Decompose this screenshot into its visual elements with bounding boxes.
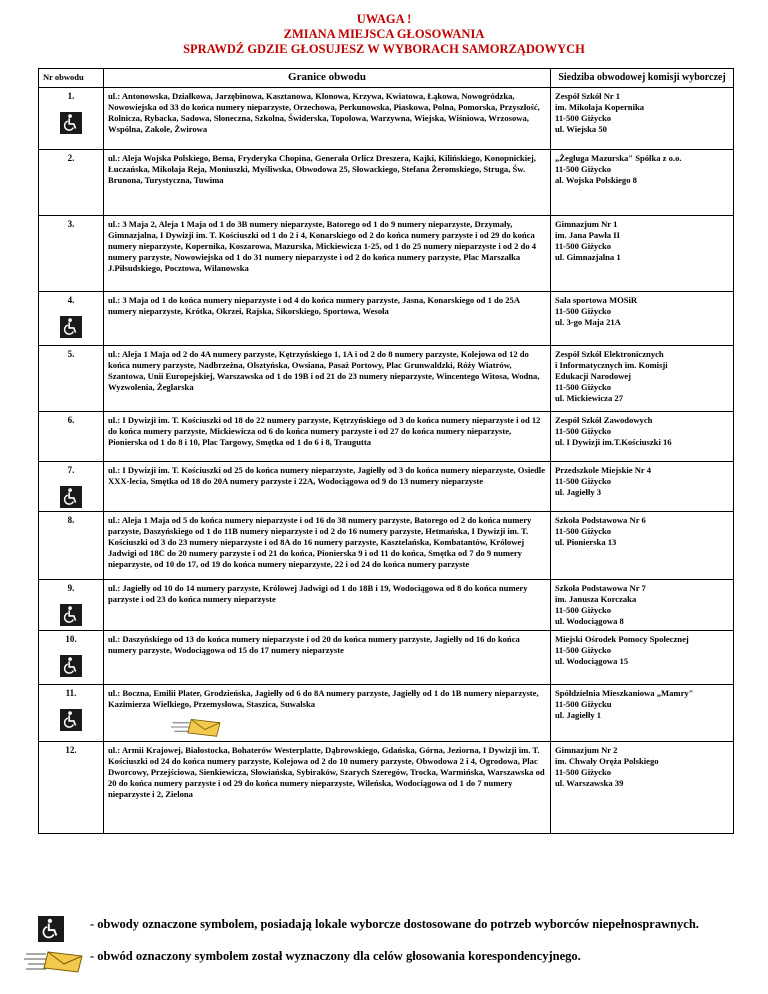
row-siedziba <box>551 88 734 150</box>
row-granice-text: ul.: Jagiełły od 10 do 14 numery parzyste, Królowej Jadwigi od 1 do 18B i 19, Wodociągowa od 8 do końca numery parzyste i od 23 do końca numery nieparzyste <box>108 583 528 604</box>
row-nr-text: 9. <box>67 583 75 593</box>
envelope-icon <box>24 948 88 974</box>
row-granice <box>104 580 551 631</box>
row-granice-text: ul.: I Dywizji im. T. Kościuszki od 25 do końca numery nieparzyste, Jagiełły od 3 do końca numery nieparzyste, Osiedle XXX-lecia, Smętka od 18 do 20A numery parzyste i 22A, Wodociągowa od 9 do 13 numery nieparzyste <box>108 465 546 486</box>
header-title: ZMIANA MIEJSCA GŁOSOWANIA <box>283 27 485 41</box>
siedziba-line: 11-500 Giżycko <box>555 645 612 655</box>
row-granice-text: ul.: 3 Maja 2, Aleja 1 Maja od 1 do 3B numery nieparzyste, Batorego od 1 do 9 numery nieparzyste, Drzymały, Gimnazjalna, I Dywizji im. T. Kościuszki od 1 do 2 i 4, Konarskiego od 2 do końca numery parzyste i od 29 do końca numery nieparzyste, Kopernika, Koszarowa, Mazurska, Mickiewicza 1-25, od 1 do 25 numery nieparzyste i od 2 do 4 numery parzyste, Nowowiejska od 1 do 31 numery nieparzyste i od 2 do końca numery parzyste, Plac Marszałka J.Piłsudskiego, Pocztowa, Wilanowska <box>108 219 537 273</box>
row-granice-text: ul.: Antonowska, Działkowa, Jarzębinowa, Kasztanowa, Klonowa, Krzywa, Kwiatowa, Łąkowa, Nowogródzka, Nowowiejska od 33 do końca numery nieparzyste, Orzechowa, Perkunowska, Piaskowa, Polna, Pomorska, Przyszłość, Rolnicza, Rybacka, Sadowa, Słoneczna, Szkolna, Świderska, Topolowa, Warzywna, Wiejska, Wiśniowa, Wrzosowa, Wspólna, Zakole, Żwirowa <box>108 91 540 134</box>
row-siedziba <box>551 216 734 292</box>
row-nr <box>39 292 104 346</box>
siedziba-line: 11-500 Giżycko <box>555 241 612 251</box>
table-row <box>39 346 734 412</box>
row-siedziba <box>551 685 734 742</box>
siedziba-line: 11-500 Giżycku <box>555 699 612 709</box>
row-nr <box>39 412 104 462</box>
siedziba-line: im. Mikołaja Kopernika <box>555 102 645 112</box>
siedziba-line: Szkoła Podstawowa Nr 6 <box>555 515 646 525</box>
row-siedziba <box>551 512 734 580</box>
siedziba-line: 11-500 Giżycko <box>555 164 612 174</box>
siedziba-line: im. Jana Pawła II <box>555 230 620 240</box>
siedziba-line: im. Janusza Korczaka <box>555 594 637 604</box>
table-row <box>39 512 734 580</box>
siedziba-line: Gimnazjum Nr 2 <box>555 745 618 755</box>
siedziba-line: ul. Warszawska 39 <box>555 778 624 788</box>
row-nr <box>39 742 104 834</box>
legend-postal: - obwód oznaczony symbolem został wyznaczony dla celów głosowania korespondencyjnego. <box>90 949 581 963</box>
table-row <box>39 216 734 292</box>
siedziba-line: ul. Pionierska 13 <box>555 537 617 547</box>
siedziba-line: im. Chwały Oręża Polskiego <box>555 756 659 766</box>
siedziba-line: Szkoła Podstawowa Nr 7 <box>555 583 646 593</box>
row-granice <box>104 742 551 834</box>
table-row <box>39 412 734 462</box>
siedziba-line: Przedszkole Miejskie Nr 4 <box>555 465 652 475</box>
header-warning: UWAGA ! <box>356 12 412 26</box>
row-granice-text: ul.: I Dywizji im. T. Kościuszki od 18 do 22 numery parzyste, Kętrzyńskiego od 3 do końca numery nieparzyste i od 12 do końca numery parzyste, Mickiewicza od 6 do końca numery parzyste i od 27 do końca numery nieparzyste, Pionierska od 1 do 8 i 10, Plac Targowy, Smętka od 1 do 6 i 8, Traugutta <box>108 415 541 447</box>
header-granice: Granice obwodu <box>104 69 551 88</box>
siedziba-line: ul. Mickiewicza 27 <box>555 393 624 403</box>
row-nr-text: 2. <box>67 153 75 163</box>
table-row <box>39 580 734 631</box>
row-granice-text: ul.: Aleja Wojska Polskiego, Bema, Fryderyka Chopina, Generała Orlicz Dreszera, Kajki, Kilińskiego, Konopnickiej, Łuczańska, Mikołaja Reja, Moniuszki, Myśliwska, Obwodowa 25, Słowackiego, Stefana Żeromskiego, Struga, Św. Brunona, Turystyczna, Tuwima <box>108 153 536 185</box>
wheelchair-icon <box>60 709 82 731</box>
row-granice-text: ul.: Aleja 1 Maja od 2 do 4A numery parzyste, Kętrzyńskiego 1, 1A i od 2 do 8 numery parzyste, Kolejowa od 12 do końca numery parzyste, Nadbrzeżna, Olsztyńska, Owsiana, Pasaż Portowy, Plac Grunwaldzki, Róży Wiatrów, Szantowa, Unii Europejskiej, Warszawska od 1 do 19B i od 21 do 23 numery nieparzyste, Wincentego Witosa, Wodna, Wyzwolenia, Żeglarska <box>108 349 540 392</box>
row-nr-text: 12. <box>65 745 77 755</box>
row-siedziba <box>551 580 734 631</box>
row-nr <box>39 150 104 216</box>
siedziba-line: Miejski Ośrodek Pomocy Społecznej <box>555 634 689 644</box>
table-row <box>39 631 734 685</box>
siedziba-line: 11-500 Giżycko <box>555 476 612 486</box>
row-nr-text: 7. <box>67 465 75 475</box>
row-siedziba <box>551 462 734 512</box>
page-header <box>0 12 768 57</box>
table-row <box>39 292 734 346</box>
table-row <box>39 150 734 216</box>
row-nr <box>39 631 104 685</box>
siedziba-line: ul. Wodociągowa 15 <box>555 656 629 666</box>
row-nr-text: 3. <box>67 219 75 229</box>
siedziba-line: ul. Jagiełły 3 <box>555 487 602 497</box>
districts-table <box>38 68 734 834</box>
row-siedziba <box>551 150 734 216</box>
siedziba-line: ul. Gimnazjalna 1 <box>555 252 621 262</box>
wheelchair-icon <box>60 112 82 134</box>
row-nr-text: 10. <box>65 634 77 644</box>
wheelchair-icon <box>60 655 82 677</box>
siedziba-line: 11-500 Giżycko <box>555 306 612 316</box>
wheelchair-icon <box>38 916 64 942</box>
wheelchair-icon <box>60 604 82 626</box>
siedziba-line: 11-500 Giżycko <box>555 605 612 615</box>
row-granice-text: ul.: Aleja 1 Maja od 5 do końca numery nieparzyste i od 16 do 38 numery parzyste, Batorego od 2 do końca numery parzyste, Daszyńskiego od 1 do 11B numery nieparzyste i od 2 do 16 numery parzyste, Hetmańska, I Dywizji im. T. Kościuszki od 3 do 23 numery nieparzyste i od 8A do 16 numery parzyste, Kasztelańska, Kombatantów, Królowej Jadwigi od 18C do 20 numery parzyste i od 21 do końca, Pionierska 9 i od 11 do końca, Smętka od 7 do 9 numery nieparzyste, od 10 do 17, od 19 do końca numery nieparzyste, 22 i od 24 do końca numery parzyste <box>108 515 532 569</box>
row-nr <box>39 580 104 631</box>
siedziba-line: 11-500 Giżycko <box>555 767 612 777</box>
envelope-icon <box>168 716 228 738</box>
row-granice-text: ul.: 3 Maja od 1 do końca numery nieparzyste i od 4 do końca numery parzyste, Jasna, Konarskiego od 1 do 25A numery nieparzyste, Krótka, Okrzei, Rajska, Sikorskiego, Sportowa, Wesoła <box>108 295 520 316</box>
row-granice-text: ul.: Armii Krajowej, Białostocka, Bohaterów Westerplatte, Dąbrowskiego, Gdańska, Górna, Jeziorna, I Dywizji im. T. Kościuszki od 24 do końca numery parzyste, Kolejowa od 2 do 10 numery parzyste, Obwodowa 2 i 4, Ogrodowa, Plac Dworcowy, Przejściowa, Sienkiewicza, Słowiańska, Sybiraków, Szarych Szeregów, Trocka, Warmińska, Warszawska od 20 do końca numery parzyste i od 29 do końca numery nieparzyste, Wileńska, Wodociągowa od 1 do 7 numery nieparzyste i 2, Zielona <box>108 745 545 799</box>
row-nr-text: 11. <box>65 688 77 698</box>
table-row <box>39 685 734 742</box>
row-nr <box>39 346 104 412</box>
row-nr-text: 1. <box>67 91 75 101</box>
row-granice-text: ul.: Daszyńskiego od 13 do końca numery nieparzyste i od 20 do końca numery parzyste, Jagiełły od 16 do końca numery parzyste, Wodociągowa od 15 do 17 numery nieparzyste <box>108 634 520 655</box>
table-row <box>39 742 734 834</box>
row-nr <box>39 512 104 580</box>
table-row <box>39 88 734 150</box>
row-granice <box>104 512 551 580</box>
row-siedziba <box>551 742 734 834</box>
row-granice <box>104 88 551 150</box>
siedziba-line: Spółdzielnia Mieszkaniowa „Mamry" <box>555 688 694 698</box>
header-siedziba: Siedziba obwodowej komisji wyborczej <box>551 69 734 88</box>
siedziba-line: ul. 3-go Maja 21A <box>555 317 621 327</box>
row-nr <box>39 462 104 512</box>
row-granice <box>104 412 551 462</box>
row-granice <box>104 216 551 292</box>
siedziba-line: Zespół Szkół Nr 1 <box>555 91 621 101</box>
row-nr-text: 4. <box>67 295 75 305</box>
row-granice <box>104 346 551 412</box>
row-nr <box>39 216 104 292</box>
siedziba-line: ul. Wodociągowa 8 <box>555 616 624 626</box>
siedziba-line: ul. Jagiełły 1 <box>555 710 602 720</box>
header-subtitle: SPRAWDŹ GDZIE GŁOSUJESZ W WYBORACH SAMORZĄDOWYCH <box>183 42 585 56</box>
siedziba-line: „Żegluga Mazurska" Spółka z o.o. <box>555 153 682 163</box>
row-nr-text: 5. <box>67 349 75 359</box>
wheelchair-icon <box>60 316 82 338</box>
row-granice-text: ul.: Boczna, Emilii Plater, Grodzieńska, Jagiełły od 6 do 8A numery parzyste, Jagiełły od 1 do 1B numery nieparzyste, Kazimierza Wielkiego, Przemysłowa, Staszica, Suwalska <box>108 688 539 709</box>
siedziba-line: i Informatycznych im. Komisji <box>555 360 668 370</box>
row-granice <box>104 631 551 685</box>
siedziba-line: 11-500 Giżycko <box>555 382 612 392</box>
siedziba-line: 11-500 Giżycko <box>555 526 612 536</box>
siedziba-line: al. Wojska Polskiego 8 <box>555 175 637 185</box>
row-siedziba <box>551 631 734 685</box>
siedziba-line: Sala sportowa MOSiR <box>555 295 638 305</box>
header-nr: Nr obwodu <box>39 69 104 88</box>
siedziba-line: Zespół Szkół Zawodowych <box>555 415 653 425</box>
siedziba-line: 11-500 Giżycko <box>555 113 612 123</box>
row-siedziba <box>551 412 734 462</box>
row-nr <box>39 88 104 150</box>
siedziba-line: Gimnazjum Nr 1 <box>555 219 618 229</box>
table-header-row <box>39 69 734 88</box>
legend-accessible: - obwody oznaczone symbolem, posiadają lokale wyborcze dostosowane do potrzeb wyborców niepełnosprawnych. <box>90 917 699 931</box>
siedziba-line: Edukacji Narodowej <box>555 371 631 381</box>
row-nr <box>39 685 104 742</box>
row-granice <box>104 150 551 216</box>
table-row <box>39 462 734 512</box>
row-granice <box>104 292 551 346</box>
row-granice <box>104 462 551 512</box>
siedziba-line: Zespół Szkół Elektronicznych <box>555 349 664 359</box>
row-granice <box>104 685 551 742</box>
wheelchair-icon <box>60 486 82 508</box>
row-nr-text: 8. <box>67 515 75 525</box>
row-siedziba <box>551 292 734 346</box>
row-nr-text: 6. <box>67 415 75 425</box>
siedziba-line: ul. I Dywizji im.T.Kościuszki 16 <box>555 437 672 447</box>
siedziba-line: 11-500 Giżycko <box>555 426 612 436</box>
siedziba-line: ul. Wiejska 50 <box>555 124 607 134</box>
row-siedziba <box>551 346 734 412</box>
